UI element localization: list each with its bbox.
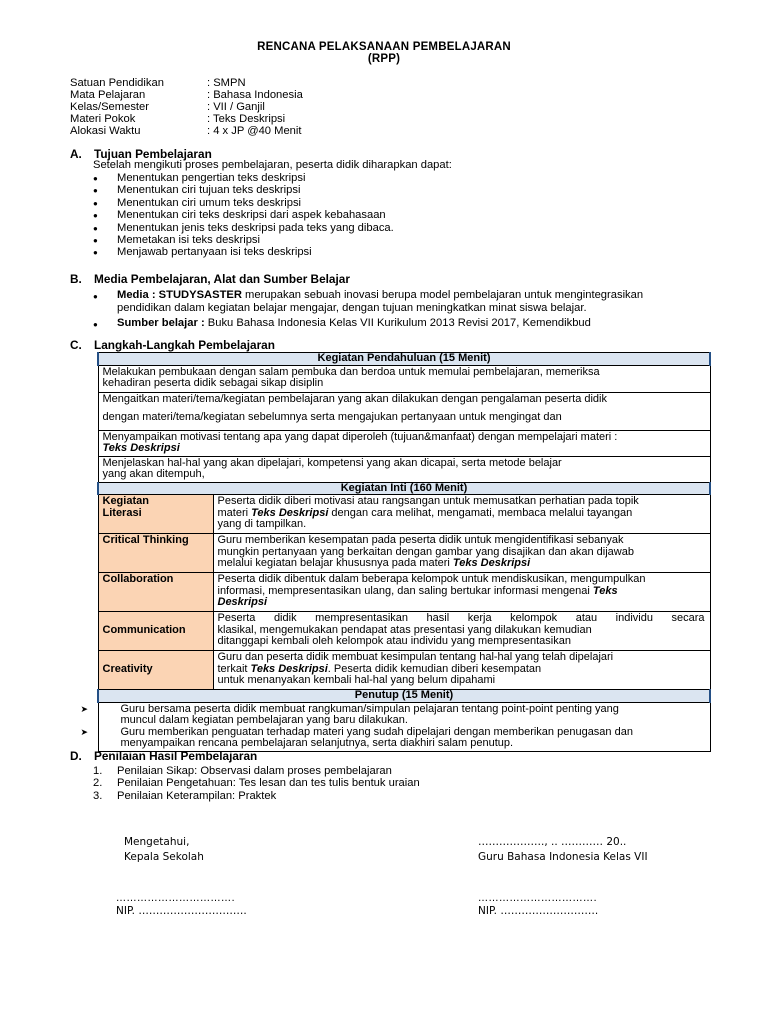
item-text: Penilaian Pengetahuan: Tes lesan dan tes tulis bentuk uraian [117, 777, 420, 790]
table-header-row [98, 353, 710, 366]
text-run: materi [217, 506, 252, 519]
cell-line: Mengaitkan materi/tema/kegiatan pembelajaran yang akan dilakukan dengan pengalaman peserta didik [102, 392, 607, 405]
table-header-row [98, 690, 710, 703]
table-row [98, 573, 710, 612]
activity-label [98, 495, 213, 534]
section-title: Langkah-Langkah Pembelajaran [94, 338, 275, 352]
media-text: merupakan sebuah inovasi berupa model pembelajaran untuk mengintegrasikan [241, 289, 644, 301]
media-text: pendidikan dalam kegiatan belajar mengajar, dengan tujuan meningkatkan minat siswa belajar. [117, 302, 587, 314]
emphasis-text: Teks Deskripsi [251, 506, 329, 519]
cell-line: Deskripsi [217, 596, 268, 608]
cell-line: Menjelaskan hal-hal yang akan dipelajari, kompetensi yang akan dicapai, serta metode belajar [102, 456, 562, 469]
identity-label: Materi Pokok [70, 113, 136, 125]
section-title: Tujuan Pembelajaran [94, 147, 212, 161]
item-text: Penilaian Sikap: Observasi dalam proses pembelajaran [117, 765, 392, 777]
cell-line: Peserta didik dibentuk dalam beberapa kelompok untuk mendiskusikan, mengumpulkan [217, 573, 646, 585]
identity-value: : SMPN [207, 77, 246, 89]
emphasis-text: Teks Deskripsi [250, 662, 328, 675]
text-run: dengan cara melihat, mengamati, membaca melalui tayangan [328, 506, 633, 519]
activity-label: Communication [98, 612, 213, 651]
text-run: informasi, mempresentasikan ulang, dan saling bertukar informasi mengenai [217, 584, 593, 597]
cell-line: ditanggapi kembali oleh kelompok atau individu yang mempresentasikan [217, 635, 571, 647]
section-c-heading [70, 338, 275, 352]
cell-line: muncul dalam kegiatan pembelajaran yang baru dilakukan. [120, 714, 408, 726]
cell-line: Menyampaikan motivasi tentang apa yang dapat diperoleh (tujuan&manfaat) dengan mempelajari materi : [102, 430, 618, 443]
cell-line: Guru dan peserta didik membuat kesimpulan tentang hal-hal yang telah dipelajari [217, 651, 614, 663]
activity-description [213, 651, 710, 690]
cell-line: dengan materi/tema/kegiatan sebelumnya serta mengajukan pertanyaan untuk mengingat dan [102, 411, 562, 423]
cell-line: Peserta didik diberi motivasi atau rangsangan untuk memusatkan perhatian pada topik [217, 495, 639, 507]
signature-right-nip: NIP. ………………………. [478, 905, 599, 917]
inti-header: Kegiatan Inti (160 Menit) [98, 482, 710, 495]
section-letter: D. [70, 749, 82, 763]
document-title: RENCANA PELAKSANAAN PEMBELAJARAN [257, 41, 511, 53]
cell-line: Teks Deskripsi [102, 442, 180, 454]
table-row [98, 651, 710, 690]
item-number: 2. [93, 777, 103, 790]
signature-left-nip: NIP. …………………………. [116, 905, 247, 917]
list-item: ● Menjawab pertanyaan isi teks deskripsi [93, 246, 394, 258]
list-item [93, 777, 420, 789]
activity-description [213, 534, 710, 573]
sumber-label: Sumber belajar : [117, 317, 205, 329]
table-row [98, 534, 710, 573]
signature-right-date: ………………., .. ………… 20.. [478, 836, 627, 848]
table-row [98, 392, 710, 430]
cell-line: yang di tampilkan. [217, 518, 307, 530]
list-item [93, 289, 713, 315]
media-label: Media : STUDYSASTER [117, 289, 242, 301]
identity-value: : VII / Ganjil [207, 101, 265, 113]
identity-value: : Teks Deskripsi [207, 113, 286, 125]
text-run: Guru bersama peserta didik membuat rangkuman/simpulan pelajaran tentang point-point penting yang [120, 702, 619, 715]
text-run: . Peserta didik kemudian diberi kesempatan [327, 662, 542, 675]
list-item [93, 790, 420, 802]
activity-label: Collaboration [98, 573, 213, 612]
section-letter: C. [70, 338, 82, 352]
table-row [98, 365, 710, 392]
identity-label: Alokasi Waktu [70, 125, 141, 137]
list-item [93, 317, 713, 330]
section-letter: B. [70, 272, 82, 286]
list-item: ● Memetakan isi teks deskripsi [93, 234, 394, 246]
emphasis-text: Teks Deskripsi [452, 557, 531, 569]
table-row [98, 456, 710, 482]
activity-description [213, 612, 710, 651]
media-list [93, 289, 713, 330]
label-line: Kegiatan [102, 495, 149, 507]
table-cell [80, 702, 710, 751]
item-number: 3. [93, 789, 103, 802]
table-cell [98, 456, 710, 482]
table-row [98, 495, 710, 534]
signature-left-line2: Kepala Sekolah [124, 851, 204, 863]
signature-right-role: Guru Bahasa Indonesia Kelas VII [478, 851, 648, 863]
cell-line: kehadiran peserta didik sebagai sikap disiplin [102, 377, 324, 389]
cell-line [218, 558, 705, 570]
cell-line: klasikal, mengemukakan pendapat atas presentasi yang dilakukan kemudian [217, 623, 592, 636]
item-text: Penilaian Keterampilan: Praktek [117, 789, 277, 802]
signature-left-name-line: ……………………………. [116, 893, 236, 904]
text-run: Guru memberikan penguatan terhadap materi yang sudah dipelajari dengan memberikan penugasan dan [120, 725, 633, 738]
learning-steps-table [80, 352, 711, 752]
item-number: 1. [93, 765, 103, 777]
section-title: Media Pembelajaran, Alat dan Sumber Belajar [94, 272, 350, 286]
cell-line: Melakukan pembukaan dengan salam pembuka dan berdoa untuk memulai pembelajaran, memeriksa [102, 365, 600, 378]
activity-description [213, 573, 710, 612]
identity-value: : Bahasa Indonesia [207, 89, 303, 101]
list-item [93, 765, 420, 777]
identity-value: : 4 x JP @40 Menit [207, 125, 302, 137]
penutup-header: Penutup (15 Menit) [98, 690, 710, 703]
identity-label: Mata Pelajaran [70, 89, 146, 101]
signature-left-line1: Mengetahui, [124, 836, 190, 848]
document-subtitle: (RPP) [367, 53, 401, 65]
objectives-list [93, 172, 394, 259]
list-item: ● Menentukan ciri umum teks deskripsi [93, 197, 394, 209]
text-run: melalui kegiatan belajar khususnya pada materi [217, 557, 453, 569]
table-row [98, 430, 710, 456]
activity-label: Critical Thinking [98, 534, 213, 573]
list-item: ● Menentukan ciri tujuan teks deskripsi [93, 184, 394, 196]
pendahuluan-header: Kegiatan Pendahuluan (15 Menit) [98, 353, 710, 366]
sumber-text: Buku Bahasa Indonesia Kelas VII Kurikulum 2013 Revisi 2017, Kemendikbud [204, 317, 591, 329]
cell-line: mungkin pertanyaan yang berkaitan dengan gambar yang disajikan dan akan dijawab [217, 545, 634, 558]
activity-label: Creativity [98, 651, 213, 690]
cell-line: Peserta didik mempresentasikan hasil kerja kelompok atau individu secara [217, 612, 705, 624]
signature-right-name-line: ……………………………. [478, 893, 598, 904]
section-title: Penilaian Hasil Pembelajaran [94, 749, 258, 763]
arrow-bullet-icon: ➤ [80, 726, 89, 737]
cell-line: Guru memberikan kesempatan pada peserta didik untuk mengidentifikasi sebanyak [217, 534, 624, 546]
cell-line [218, 586, 705, 598]
identity-label: Satuan Pendidikan [70, 77, 164, 89]
identity-label: Kelas/Semester [70, 101, 149, 113]
table-cell [98, 430, 710, 456]
assessment-list [93, 765, 420, 802]
table-cell [98, 365, 710, 392]
cell-line: menyampaikan rencana pembelajaran selanjutnya, serta diakhiri salam penutup. [120, 737, 514, 749]
cell-line: yang akan ditempuh, [102, 468, 205, 480]
table-header-row [98, 482, 710, 495]
table-row [98, 702, 710, 751]
table-row [98, 612, 710, 651]
table-cell [98, 392, 710, 430]
activity-description [213, 495, 710, 534]
text-run: terkait [217, 662, 251, 675]
list-item: ● Menentukan pengertian teks deskripsi [93, 172, 394, 184]
section-a-intro: Setelah mengikuti proses pembelajaran, peserta didik diharapkan dapat: [93, 159, 452, 171]
cell-line: untuk menanyakan kembali hal-hal yang belum dipahami [217, 674, 496, 686]
label-line: Literasi [102, 506, 142, 519]
section-letter: A. [70, 147, 82, 161]
section-d-heading [70, 749, 257, 763]
arrow-bullet-icon: ➤ [80, 703, 89, 714]
list-item: ● Menentukan jenis teks deskripsi pada teks yang dibaca. [93, 222, 394, 234]
emphasis-text: Teks [592, 584, 618, 597]
list-item: ● Menentukan ciri teks deskripsi dari aspek kebahasaan [93, 209, 394, 221]
section-b-heading [70, 272, 350, 286]
